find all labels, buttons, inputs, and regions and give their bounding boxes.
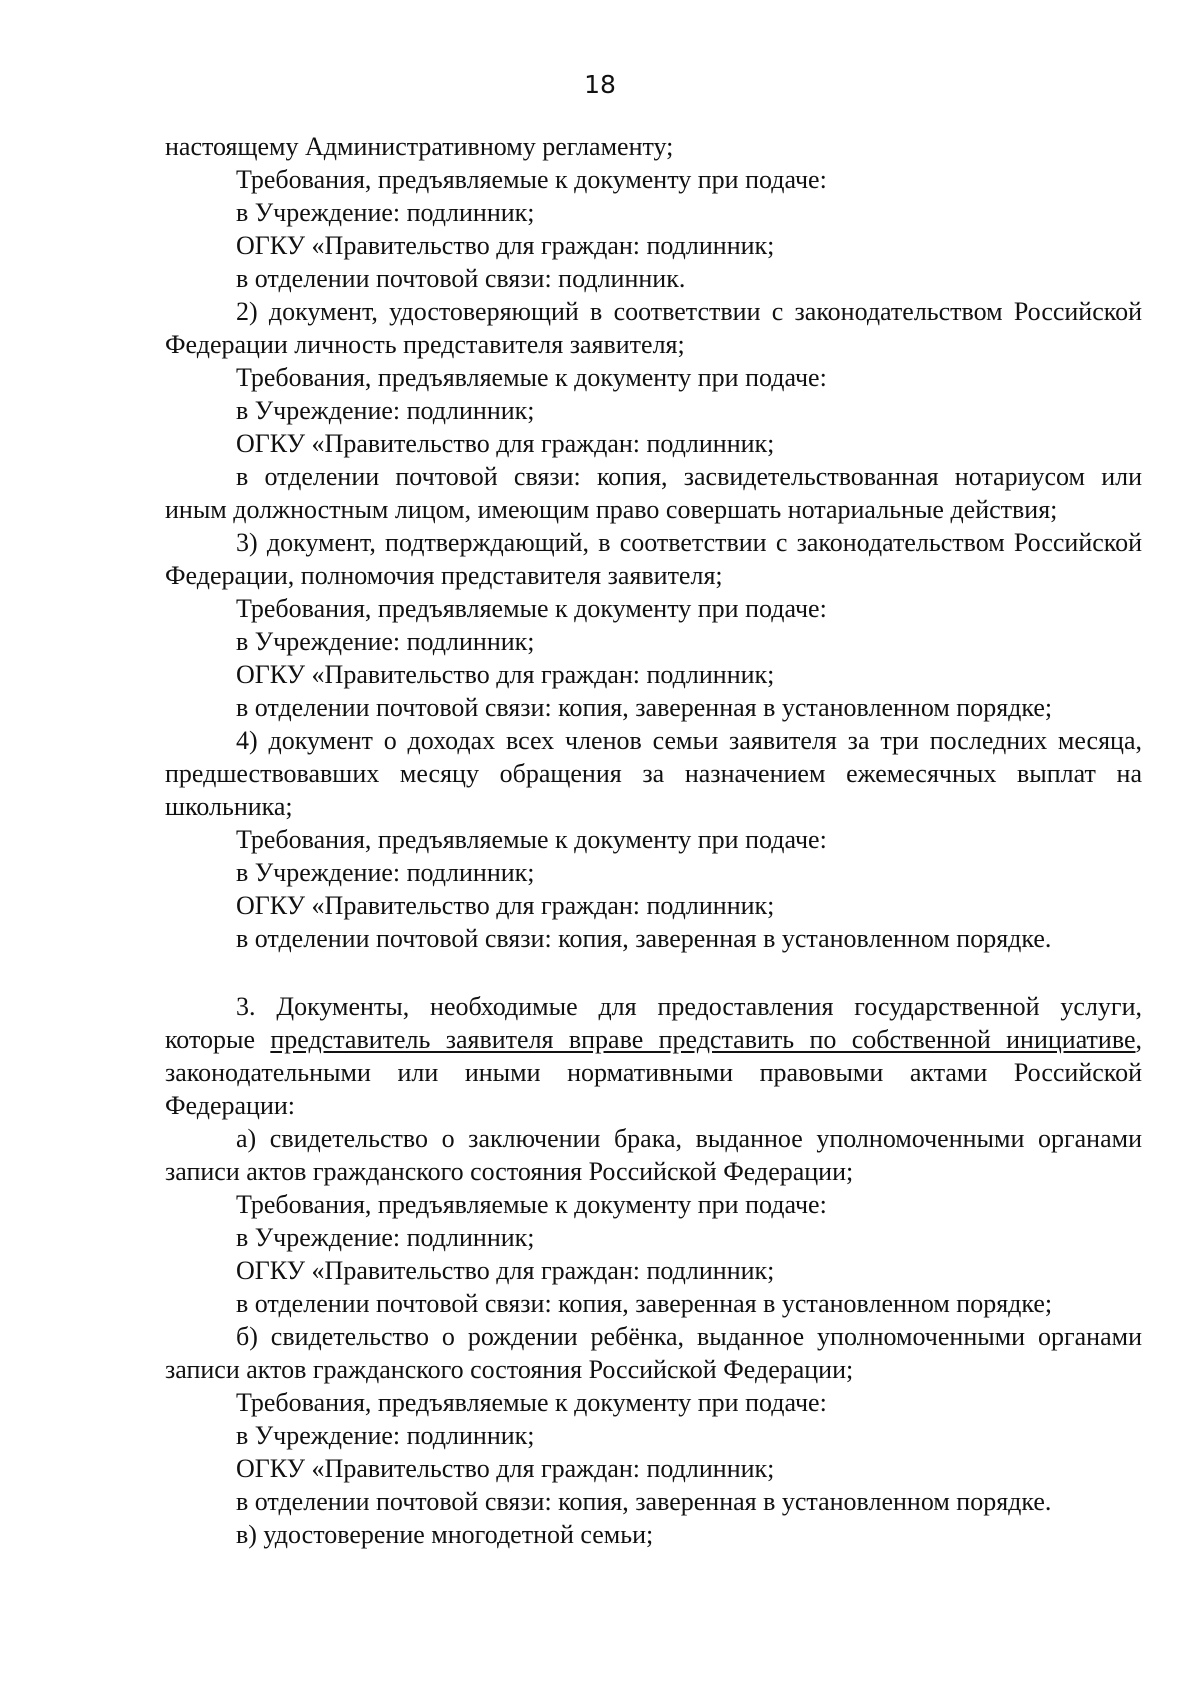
section-3-intro [165, 990, 1142, 1122]
paragraph-ogku: ОГКУ «Правительство для граждан: подлинник; [236, 1256, 775, 1285]
list-item-4: 4) документ о доходах всех членов семьи заявителя за три последних месяца, предшествовавших месяцу обращения за назначением ежемесячных выплат на школьника; [165, 726, 1142, 821]
section-spacer [165, 955, 1142, 990]
paragraph-post-office: в отделении почтовой связи: копия, заверенная в установленном порядке; [236, 693, 1053, 722]
paragraph-post-office: в отделении почтовой связи: копия, заверенная в установленном порядке. [236, 1487, 1052, 1516]
paragraph-regulation-continuation: настоящему Административному регламенту; [165, 132, 674, 161]
page-number: 18 [584, 70, 616, 99]
list-item-b: б) свидетельство о рождении ребёнка, выданное уполномоченными органами записи актов гражданского состояния Российской Федерации; [165, 1322, 1142, 1384]
section-3-intro-end: , законодательными или иными нормативными правовыми актами Российской Федерации: [165, 1025, 1142, 1120]
paragraph-ogku: ОГКУ «Правительство для граждан: подлинник; [236, 660, 775, 689]
list-item-2: 2) документ, удостоверяющий в соответствии с законодательством Российской Федерации личность представителя заявителя; [165, 297, 1142, 359]
document-body [165, 130, 1142, 1551]
paragraph-ogku: ОГКУ «Правительство для граждан: подлинник; [236, 231, 775, 260]
paragraph-post-office: в отделении почтовой связи: подлинник. [236, 264, 686, 293]
paragraph-ogku: ОГКУ «Правительство для граждан: подлинник; [236, 429, 775, 458]
list-item-a: а) свидетельство о заключении брака, выданное уполномоченными органами записи актов гражданского состояния Российской Федерации; [165, 1124, 1142, 1186]
paragraph-post-office: в отделении почтовой связи: копия, заверенная в установленном порядке; [236, 1289, 1053, 1318]
paragraph-institution: в Учреждение: подлинник; [236, 198, 535, 227]
list-item-v: в) удостоверение многодетной семьи; [236, 1520, 654, 1549]
paragraph-institution: в Учреждение: подлинник; [236, 396, 535, 425]
paragraph-post-office: в отделении почтовой связи: копия, засвидетельствованная нотариусом или иным должностным лицом, имеющим право совершать нотариальные действия; [165, 462, 1142, 524]
paragraph-post-office: в отделении почтовой связи: копия, заверенная в установленном порядке. [236, 924, 1052, 953]
paragraph-requirements: Требования, предъявляемые к документу при подаче: [236, 363, 827, 392]
paragraph-institution: в Учреждение: подлинник; [236, 627, 535, 656]
paragraph-requirements: Требования, предъявляемые к документу при подаче: [236, 1190, 827, 1219]
paragraph-institution: в Учреждение: подлинник; [236, 858, 535, 887]
section-3-intro-start: 3. Документы, необходимые для предоставления государственной услуги, которые [165, 992, 1142, 1054]
paragraph-ogku: ОГКУ «Правительство для граждан: подлинник; [236, 891, 775, 920]
paragraph-institution: в Учреждение: подлинник; [236, 1223, 535, 1252]
paragraph-requirements: Требования, предъявляемые к документу при подаче: [236, 165, 827, 194]
paragraph-requirements: Требования, предъявляемые к документу при подаче: [236, 825, 827, 854]
paragraph-institution: в Учреждение: подлинник; [236, 1421, 535, 1450]
section-3-underlined-phrase: представитель заявителя вправе представить по собственной инициативе [270, 1025, 1136, 1054]
list-item-3: 3) документ, подтверждающий, в соответствии с законодательством Российской Федерации, полномочия представителя заявителя; [165, 528, 1142, 590]
paragraph-ogku: ОГКУ «Правительство для граждан: подлинник; [236, 1454, 775, 1483]
paragraph-requirements: Требования, предъявляемые к документу при подаче: [236, 1388, 827, 1417]
paragraph-requirements: Требования, предъявляемые к документу при подаче: [236, 594, 827, 623]
